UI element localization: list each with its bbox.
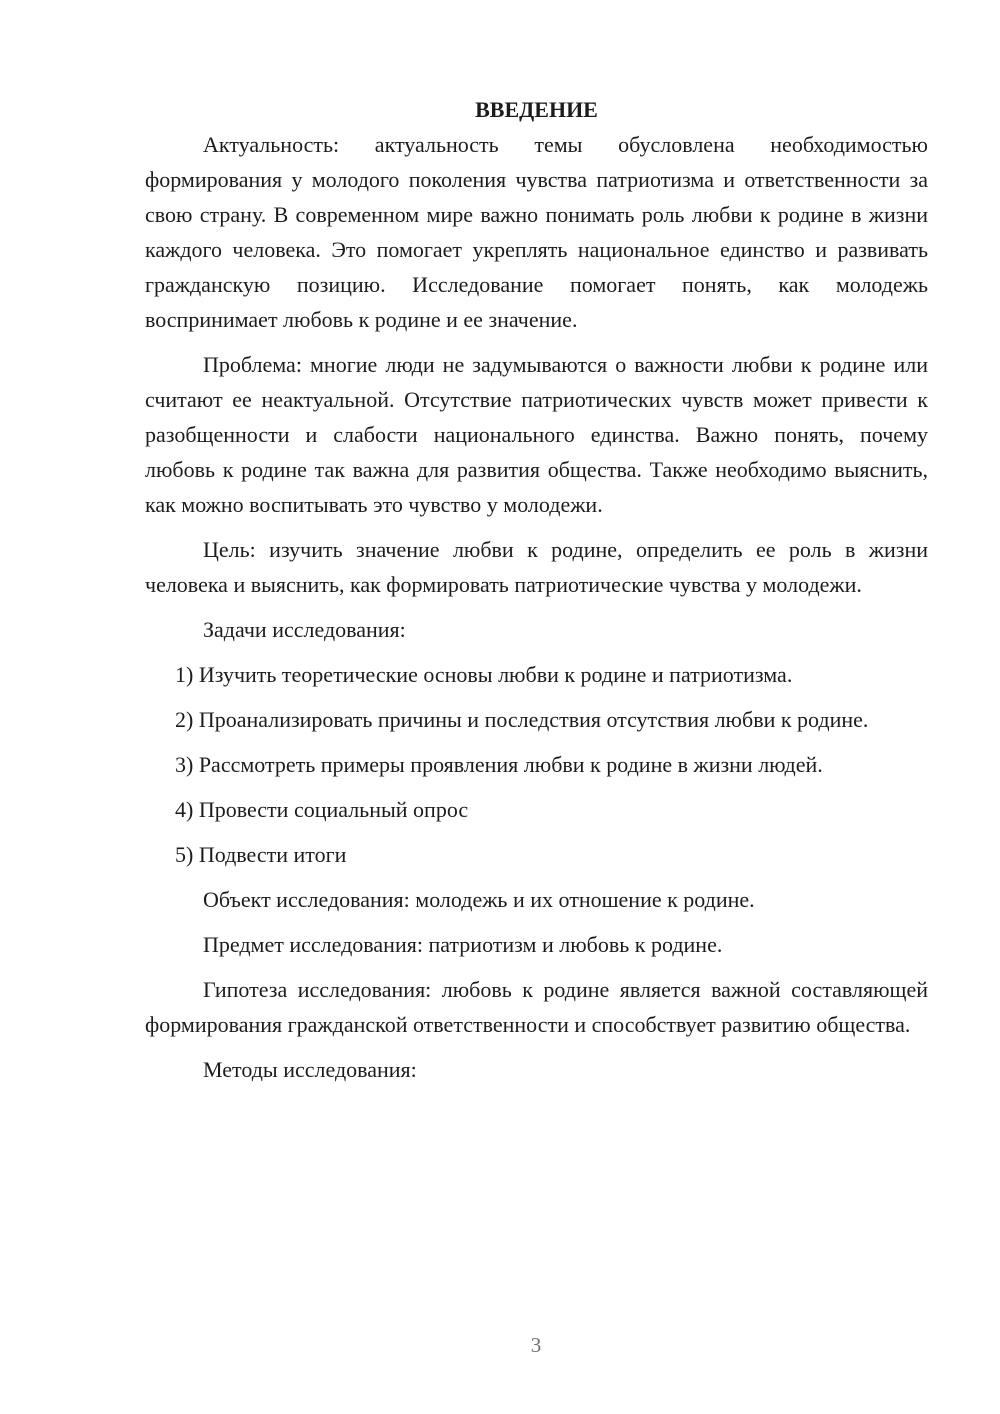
task-item-5: 5) Подвести итоги bbox=[175, 842, 347, 867]
goal-paragraph: Цель: изучить значение любви к родине, определить ее роль в жизни человека и выяснить, как формировать патриотические чувства у молодежи. bbox=[145, 537, 928, 597]
relevance-paragraph: Актуальность: актуальность темы обусловлена необходимостью формирования у молодого поколения чувства патриотизма и ответственности за свою страну. В современном мире важно понимать роль любви к родине в жизни каждого человека. Это помогает укреплять национальное единство и развивать гражданскую позицию. Исследование помогает понять, как молодежь воспринимает любовь к родине и ее значение. bbox=[145, 132, 928, 332]
tasks-title: Задачи исследования: bbox=[203, 617, 406, 642]
page-content bbox=[145, 92, 928, 1087]
page-number: 3 bbox=[530, 1333, 542, 1357]
task-item-4: 4) Провести социальный опрос bbox=[175, 797, 469, 822]
section-heading: ВВЕДЕНИЕ bbox=[475, 97, 598, 122]
task-item-3: 3) Рассмотреть примеры проявления любви к родине в жизни людей. bbox=[175, 752, 823, 777]
problem-paragraph: Проблема: многие люди не задумываются о важности любви к родине или считают ее неактуальной. Отсутствие патриотических чувств может привести к разобщенности и слабости национального единства. Важно понять, почему любовь к родине так важна для развития общества. Также необходимо выяснить, как можно воспитывать это чувство у молодежи. bbox=[145, 352, 928, 517]
object-paragraph: Объект исследования: молодежь и их отношение к родине. bbox=[203, 887, 755, 912]
methods-title: Методы исследования: bbox=[203, 1057, 417, 1082]
hypothesis-paragraph: Гипотеза исследования: любовь к родине является важной составляющей формирования гражданской ответственности и способствует развитию общества. bbox=[145, 977, 928, 1037]
subject-paragraph: Предмет исследования: патриотизм и любовь к родине. bbox=[203, 932, 723, 957]
task-item-1: 1) Изучить теоретические основы любви к родине и патриотизма. bbox=[175, 662, 793, 687]
task-item-2: 2) Проанализировать причины и последствия отсутствия любви к родине. bbox=[175, 707, 869, 732]
